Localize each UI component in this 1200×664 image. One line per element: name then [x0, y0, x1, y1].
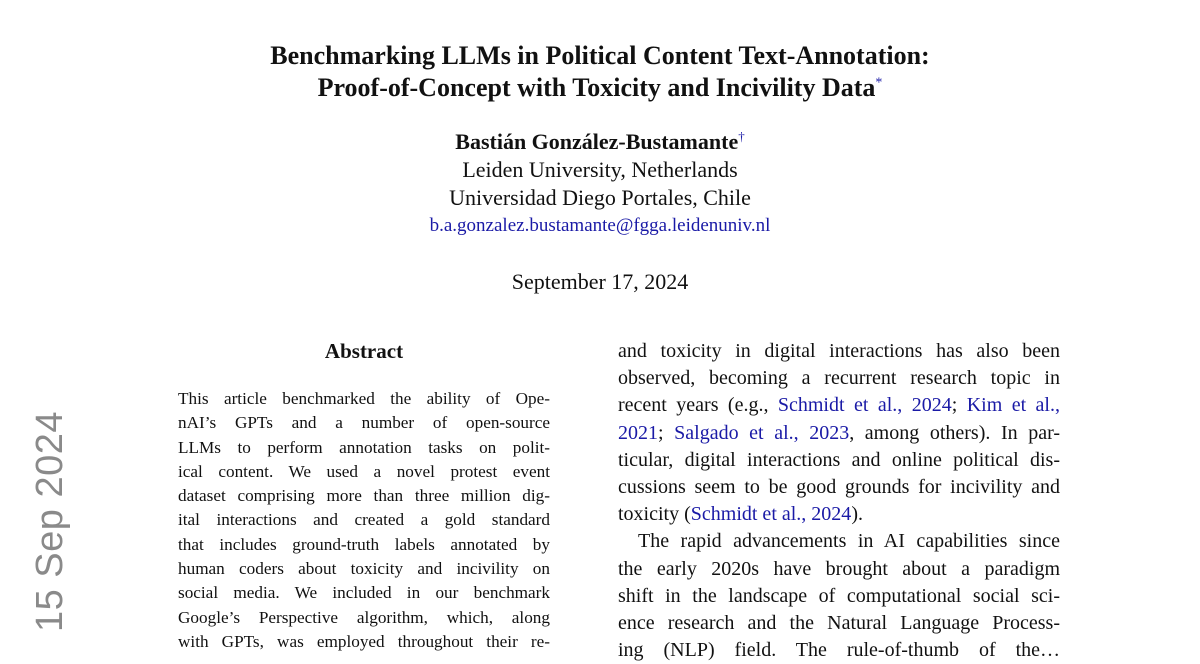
arxiv-stamp-text: 15 Sep 2024 [29, 410, 72, 632]
title-line-1: Benchmarking LLMs in Political Content Text-Annotation: [270, 41, 930, 70]
abstract-line: that includes ground-truth labels annotated by [178, 534, 550, 554]
intro-line: cussions seem to be good grounds for incivility and [618, 475, 1060, 498]
abstract-line: dataset comprising more than three million dig- [178, 486, 550, 506]
affiliation-1: Leiden University, Netherlands [462, 157, 738, 182]
abstract-line: ical content. We used a novel protest event [178, 461, 550, 481]
intro-line [618, 392, 1060, 419]
intro-line [618, 420, 1060, 447]
intro-text: recent years (e.g., [618, 394, 778, 417]
abstract-line: ital interactions and created a gold standard [178, 510, 550, 530]
abstract-line: with GPTs, was employed throughout their re- [178, 631, 550, 651]
citation-link[interactable]: 2021 [618, 421, 658, 444]
title-line-2-text: Proof-of-Concept with Toxicity and Incivility Data [317, 73, 876, 102]
introduction-column [618, 338, 1060, 664]
intro-paragraph-2-line: The rapid advancements in AI capabilities since [638, 530, 1060, 553]
affiliation-2: Universidad Diego Portales, Chile [449, 185, 751, 210]
abstract-line: LLMs to perform annotation tasks on polit- [178, 437, 550, 457]
citation-link[interactable]: Kim et al., [966, 394, 1060, 417]
arxiv-side-stamp [26, 410, 76, 632]
title-footnote-mark[interactable]: * [875, 75, 883, 91]
author-name [0, 128, 1200, 156]
abstract-line: social media. We included in our benchmark [178, 583, 550, 603]
abstract-line: This article benchmarked the ability of Ope- [178, 389, 550, 408]
citation-link[interactable]: Schmidt et al., 2024 [690, 503, 852, 526]
abstract-line: Google’s Perspective algorithm, which, along [178, 607, 550, 627]
intro-line [618, 501, 1060, 528]
intro-line: observed, becoming a recurrent research topic in [618, 367, 1060, 390]
abstract-line: nAI’s GPTs and a number of open-source [178, 413, 550, 433]
intro-line: and toxicity in digital interactions has also been [618, 340, 1060, 362]
intro-line: ticular, digital interactions and online political dis- [618, 448, 1060, 471]
intro-text: ; [951, 394, 967, 417]
intro-text: ; [658, 421, 675, 444]
author-block [0, 128, 1200, 240]
intro-text: , among others). In par- [849, 421, 1060, 444]
abstract-line: human coders about toxicity and incivility on [178, 559, 550, 579]
author-footnote-mark[interactable]: † [738, 128, 745, 144]
paper-date: September 17, 2024 [511, 269, 689, 294]
intro-paragraph-2-line: ing (NLP) field. The rule-of-thumb of the… [618, 639, 1060, 662]
abstract-body [178, 387, 550, 654]
author-name-text: Bastián González-Bustamante [455, 129, 739, 154]
paper-title [0, 40, 1200, 104]
title-line-2 [0, 72, 1200, 104]
abstract-heading: Abstract [324, 339, 404, 363]
intro-text: ). [851, 503, 863, 526]
intro-paragraph-2-line: the early 2020s have brought about a paradigm [618, 557, 1060, 580]
intro-paragraph-2-line: ence research and the Natural Language Process- [618, 611, 1060, 634]
intro-text: toxicity ( [618, 503, 691, 526]
author-email-link[interactable]: b.a.gonzalez.bustamante@fgga.leidenuniv.nl [429, 215, 771, 236]
citation-link[interactable]: Salgado et al., 2023 [674, 421, 850, 444]
citation-link[interactable]: Schmidt et al., 2024 [777, 394, 952, 417]
intro-paragraph-2-line: shift in the landscape of computational social sci- [618, 584, 1060, 607]
